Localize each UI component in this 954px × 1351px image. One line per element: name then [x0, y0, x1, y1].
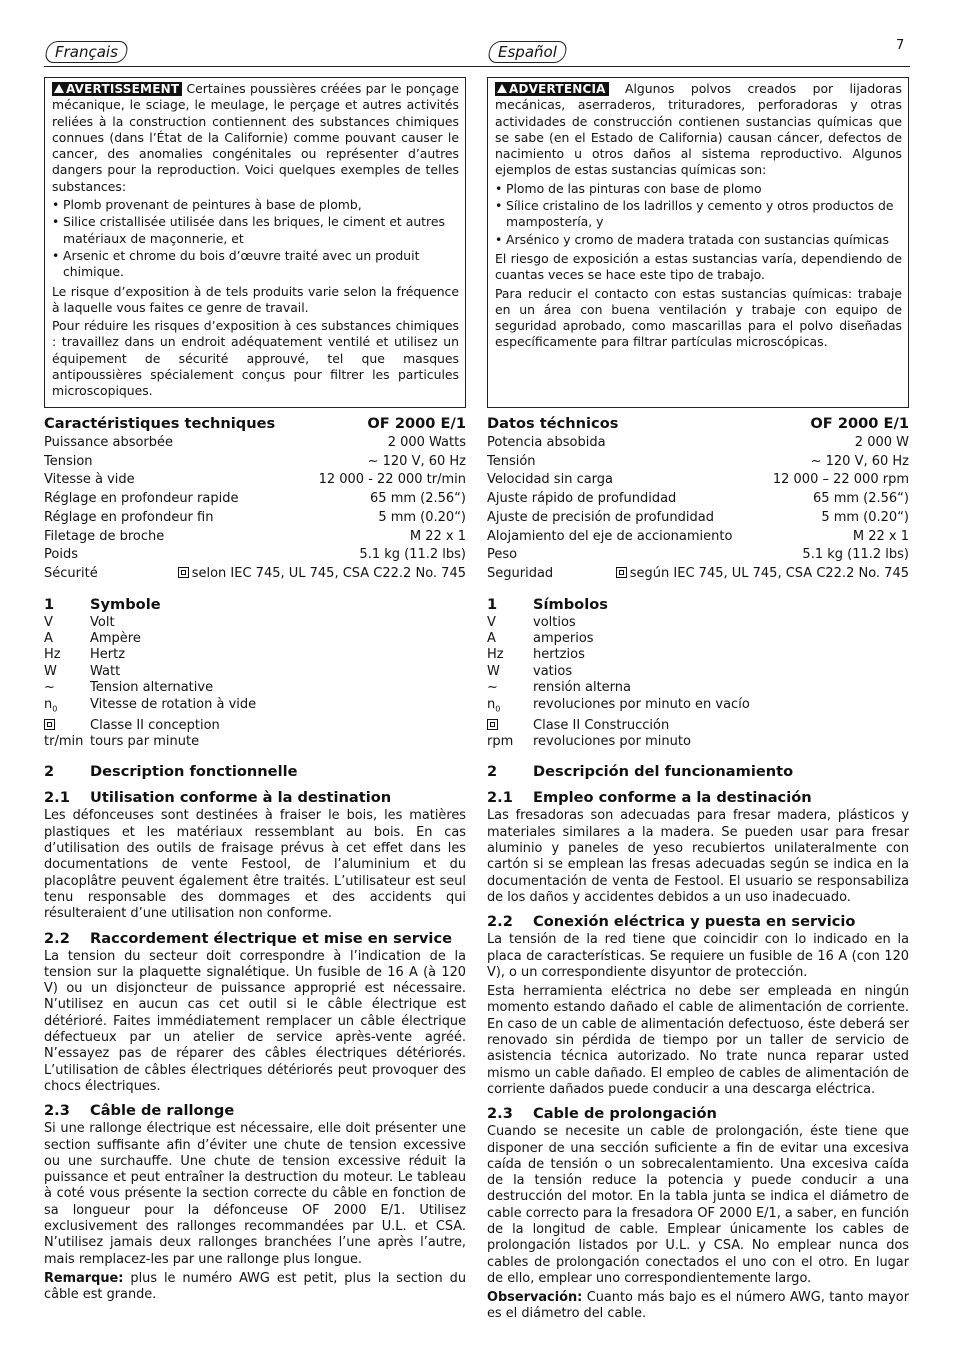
- specs-table: [44, 414, 466, 584]
- symbol-row: A amperios: [487, 631, 594, 647]
- spec-row: Peso 5.1 kg (11.2 lbs): [487, 547, 909, 563]
- section-text: Si une rallonge électrique est nécessaire, elle doit présenter une section suffisante afin d’éviter une chute de tension excessive ou une surchauffe. Une chute de tension excessive réduit la puissance et peut entraîner la destruction du moteur. Le tableau à coté vous présente la section correcte du câble en fonction de sa longueur pour la défonceuse OF 2000 E/1. Utilisez exclusivement des rallonges recommandées par U.L. et CSA. N’utilisez jamais deux rallonges branchées l’une après l’autre, mais remplacez-les par une rallonge plus longue.: [44, 1121, 466, 1267]
- section-heading: 2.2 Raccordement électrique et mise en service: [44, 929, 452, 947]
- symbol-row: $n_0$ revoluciones por minuto en vacío: [487, 696, 750, 714]
- specs-model: OF 2000 E/1: [367, 415, 466, 432]
- warning-bullet: • Sílice cristalino de los ladrillos y cemento y otros productos de mampostería, y: [495, 198, 894, 230]
- spec-row: Puissance absorbée 2 000 Watts: [44, 435, 466, 450]
- symbol-row: V voltios: [487, 614, 576, 630]
- warning-bullet: • Plomb provenant de peintures à base de plomb,: [52, 197, 362, 213]
- class-ii-icon: [44, 719, 55, 730]
- warning-label: ADVERTENCIA: [495, 82, 609, 96]
- section-heading: 1 Símbolos: [487, 595, 608, 613]
- warning-intro: ADVERTENCIA Algunos polvos creados por lijadoras mecánicas, aserraderos, trituradores, perforadoras y otras actividades de construcción contienen sustancias químicas que se sabe (en el Estado de California) causan cáncer, defectos de nacimiento u otros daños al sistema reproductivo. Algunos ejemplos de estas sustancias químicas son:: [495, 81, 902, 178]
- warning-label: AVERTISSEMENT: [52, 82, 182, 96]
- lang-tab-spanish-label: Español: [498, 43, 557, 61]
- warning-bullet: • Arsénico y cromo de madera tratada con sustancias químicas: [495, 231, 889, 247]
- section-text: Esta herramienta eléctrica no debe ser empleada en ningún momento estando dañado el cable de alimentación de corriente. En caso de un cable de alimentación defectuoso, éste deberá ser renovado sin pérdida de tiempo por un taller de servicio de asistencia técnica autorizado. No trate nunca reparar usted mismo un cable dañado. El empleo de cables de alimentación de corriente dañados puede conducir a una descarga eléctrica.: [487, 984, 910, 1097]
- specs-title: Datos téchnicos OF 2000 E/1: [487, 415, 909, 432]
- symbol-row: ~ Tension alternative: [44, 680, 214, 696]
- section-heading: 2.1 Utilisation conforme à la destination: [44, 789, 392, 807]
- warning-intro: AVERTISSEMENT Certaines poussières créées par le ponçage mécanique, le sciage, le meulage, le perçage et autres activités reliées à la construction contiennent des substances chimiques connues (dans l’État de la Californie) comme pouvant causer le cancer, des anomalies congénitales ou représenter d’autres dangers pour la reproduction. Voici quelques exemples de telles substances:: [52, 81, 459, 194]
- lang-tab-french: [44, 41, 130, 63]
- warning-triangle-icon: [497, 84, 507, 93]
- section-heading: 2.2 Conexión eléctrica y puesta en servicio: [487, 913, 856, 931]
- symbol-row: tr/min tours par minute: [44, 734, 200, 750]
- spec-row: Poids 5.1 kg (11.2 lbs): [44, 547, 466, 563]
- symbol-row: Hz Hertz: [44, 647, 126, 663]
- section-heading: 1 Symbole: [44, 595, 161, 613]
- symbol-row: Clase II Construcción: [487, 718, 909, 734]
- spec-row: Tension ~ 120 V, 60 Hz: [44, 453, 466, 469]
- section-heading: 2.3 Câble de rallonge: [44, 1102, 235, 1120]
- spec-row: Réglage en profondeur fin 5 mm (0.20“): [44, 509, 466, 525]
- symbol-row: rpm revoluciones por minuto: [487, 734, 691, 750]
- spec-row: Potencia absobida 2 000 W: [487, 435, 909, 450]
- section-text: Las fresadoras son adecuadas para fresar madera, plásticos y materiales similares a la madera. Se pueden usar para fresar aluminio y paneles de yeso recubiertos unilateralmente con cartón si se emplean las fresas adecuadas según se indica en la documentación de venta de Festool. El usuario se responsabiliza de los daños y accidentes debidos a un uso inadecuado.: [487, 808, 909, 905]
- section-heading: 2.1 Empleo conforme a la destinación: [487, 789, 812, 807]
- warning-bullet: • Arsenic et chrome du bois d’œuvre traité avec un produit chimique.: [52, 247, 420, 280]
- warning-box: [487, 77, 909, 408]
- symbol-row: ~ rensión alterna: [487, 680, 632, 696]
- specs-table: [487, 414, 909, 584]
- symbols-list: [44, 615, 466, 751]
- symbol-row: W Watt: [44, 663, 121, 679]
- spec-row: Vitesse à vide 12 000 - 22 000 tr/min: [44, 472, 466, 488]
- section-heading: 2 Description fonctionnelle: [44, 763, 298, 781]
- warning-box: [44, 77, 466, 408]
- remark-text: Observación: Cuanto más bajo es el número AWG, tanto mayor es el diámetro del cable.: [487, 1290, 909, 1322]
- spec-row-safety: Seguridad según IEC 745, UL 745, CSA C22.2 No. 745: [487, 565, 909, 581]
- section-text: Cuando se necesite un cable de prolongación, éste tiene que disponer de una sección suficiente a fin de evitar una excesiva caída de tensión o un sobrecalentamiento. Una excesiva caída de la tensión reduce la potencia y puede conducir a una destrucción del motor. En la tabla junta se indica el diámetro de cable correcto para la fresadora OF 2000 E/1, a saber, en función de la longitud de cable. Emplear únicamente los cables de prolongación listados por U.L. y CSA. No emplear nunca dos cables de prolongación conectados el uno con el otro. En lugar de ello, emplear uno correspondientemente largo.: [487, 1124, 909, 1286]
- section-heading: 2 Descripción del funcionamiento: [487, 763, 794, 781]
- spec-row: Tensión ~ 120 V, 60 Hz: [487, 453, 909, 469]
- lang-tab-french-label: Français: [55, 43, 118, 61]
- section-heading: 2.3 Cable de prolongación: [487, 1105, 717, 1123]
- section-text: La tensión de la red tiene que coincidir con lo indicado en la placa de características. Se requiere un fusible de 16 A (con 120 V), o un correspondiente disyuntor de protección.: [487, 932, 909, 980]
- warning-bullet: • Silice cristallisée utilisée dans les briques, le ciment et autres matériaux de maçonnerie, et: [52, 214, 445, 246]
- spec-row-safety: Sécurité selon IEC 745, UL 745, CSA C22.2 No. 745: [44, 565, 466, 581]
- symbol-row: A Ampère: [44, 631, 141, 647]
- warning-paragraph: El riesgo de exposición a estas sustancias varía, dependiendo de cuantas veces se hace este tipo de trabajo.: [495, 250, 902, 283]
- class-ii-icon: [178, 567, 189, 578]
- spec-row: Velocidad sin carga 12 000 – 22 000 rpm: [487, 472, 909, 488]
- spec-row: Ajuste rápido de profundidad 65 mm (2.56“): [487, 491, 909, 507]
- symbol-row: Hz hertzios: [487, 647, 585, 663]
- column-french: [44, 77, 466, 1303]
- spec-row: Ajuste de precisión de profundidad 5 mm (0.20“): [487, 509, 909, 525]
- warning-paragraph: Para reducir el contacto con estas sustancias químicas: trabaje en un área con buena ventilación y trabaje con equipo de seguridad aprobado, como mascarillas para el polvo diseñadas específicamente para filtrar partículas microscópicas.: [495, 285, 902, 350]
- specs-title: Caractéristiques techniques OF 2000 E/1: [44, 415, 466, 432]
- symbol-row: $n_0$ Vitesse de rotation à vide: [44, 696, 257, 714]
- symbols-list: [487, 615, 909, 751]
- class-ii-icon: [487, 719, 498, 730]
- section-text: La tension du secteur doit correspondre à l’indication de la tension sur la plaquette signalétique. Un fusible de 16 A (à 120 V) ou un disjoncteur de puissance approprié est nécessaire. N’utilisez en aucun cas cet outil si le câble électrique est détérioré. Faites immédiatement remplacer un câble électrique défectueux par un atelier de service après-vente agréé. N’essayez pas de réparer des câbles électriques détériorés. L’utilisation de câbles électriques détériorés peut provoquer des chocs électriques.: [44, 948, 466, 1094]
- warning-triangle-icon: [54, 84, 64, 93]
- page-number: 7: [896, 38, 905, 53]
- column-spanish: [487, 77, 909, 1323]
- header-rule: [44, 66, 910, 67]
- spec-row: Filetage de broche M 22 x 1: [44, 528, 466, 544]
- warning-paragraph: Le risque d’exposition à de tels produits varie selon la fréquence à laquelle vous faites ce genre de travail.: [52, 283, 459, 315]
- warning-paragraph: Pour réduire les risques d’exposition à ces substances chimiques : travaillez dans un endroit adéquatement ventilé et utilisez un équipement de sécurité approuvé, tel que masques antipoussières spécialement conçus pour filtrer les particules microscopiques.: [52, 318, 459, 399]
- symbol-row: W vatios: [487, 663, 573, 679]
- remark-text: Remarque: plus le numéro AWG est petit, plus la section du câble est grande.: [44, 1270, 466, 1303]
- specs-model: OF 2000 E/1: [810, 415, 909, 432]
- symbol-row: V Volt: [44, 614, 115, 630]
- symbol-row: Classe II conception: [44, 718, 466, 734]
- warning-bullet: • Plomo de las pinturas con base de plomo: [495, 180, 762, 196]
- lang-tab-spanish: [487, 41, 569, 63]
- spec-row: Réglage en profondeur rapide 65 mm (2.56“): [44, 491, 466, 507]
- section-text: Les défonceuses sont destinées à fraiser le bois, les matières plastiques et les matériaux ressemblant au bois. En cas d’utilisation des outils de fraisage prévus à cet effet dans les documentations de vente Festool, de l’aluminium et du placoplâtre peuvent également être traités. L’utilisateur est seul tenu responsable des dommages et des accidents qui résulteraient d’une utilisation non conforme.: [44, 808, 466, 922]
- class-ii-icon: [616, 567, 627, 578]
- spec-row: Alojamiento del eje de accionamiento M 22 x 1: [487, 528, 909, 544]
